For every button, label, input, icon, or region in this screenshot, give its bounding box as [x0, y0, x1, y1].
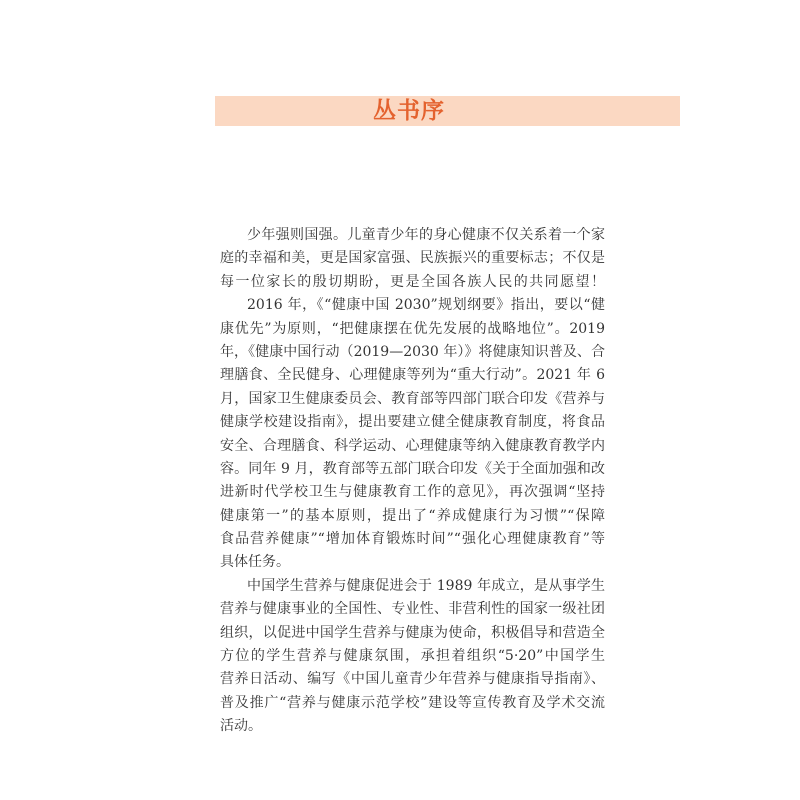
text-line: 营养日活动、编写《中国儿童青少年营养与健康指导指南》、 [220, 671, 605, 688]
text-line: 进新时代学校卫生与健康教育工作的意见》，再次强调“坚持 [220, 484, 605, 501]
text-line: 组织，以促进中国学生营养与健康为使命，积极倡导和营造全 [220, 624, 605, 641]
text-line: 普及推广“营养与健康示范学校”建设等宣传教育及学术交流 [220, 694, 605, 711]
text-line: 年，《健康中国行动（2019—2030 年）》将健康知识普及、合 [220, 343, 605, 360]
paragraph [220, 575, 605, 739]
text-line: 健康学校建设指南》，提出要建立健全健康教育制度，将食品 [220, 414, 605, 431]
text-line: 方位的学生营养与健康氛围，承担着组织“5·20”中国学生 [220, 648, 605, 665]
text-line: 食品营养健康”“增加体育锻炼时间”“强化心理健康教育”等 [220, 531, 605, 548]
text-line: 庭的幸福和美，更是国家富强、民族振兴的重要标志；不仅是 [220, 250, 605, 267]
text-line: 营养与健康事业的全国性、专业性、非营利性的国家一级社团 [220, 601, 605, 618]
title-banner [215, 96, 680, 126]
text-line: 安全、合理膳食、科学运动、心理健康等纳入健康教育教学内 [220, 437, 605, 454]
text-line: 每一位家长的殷切期盼，更是全国各族人民的共同愿望！ [220, 273, 605, 290]
text-line: 理膳食、全民健身、心理健康等列为“重大行动”。2021 年 6 [220, 367, 605, 384]
text-line: 中国学生营养与健康促进会于 1989 年成立，是从事学生 [247, 577, 605, 594]
text-line: 活动。 [220, 718, 262, 735]
text-line: 健康第一”的基本原则，提出了“养成健康行为习惯”“保障 [220, 507, 605, 524]
page-title: 丛书序 [373, 97, 445, 124]
text-line: 2016 年，《“健康中国 2030”规划纲要》指出，要以“健 [247, 297, 605, 314]
body-text [220, 224, 605, 739]
text-line: 容。同年 9 月，教育部等五部门联合印发《关于全面加强和改 [220, 460, 605, 477]
paragraph [220, 294, 605, 575]
text-line: 少年强则国强。儿童青少年的身心健康不仅关系着一个家 [247, 227, 605, 243]
text-line: 月，国家卫生健康委员会、教育部等四部门联合印发《营养与 [220, 390, 605, 407]
text-line: 康优先”为原则，“把健康摆在优先发展的战略地位”。2019 [220, 320, 605, 337]
text-line: 具体任务。 [220, 554, 290, 571]
paragraph [220, 224, 605, 294]
